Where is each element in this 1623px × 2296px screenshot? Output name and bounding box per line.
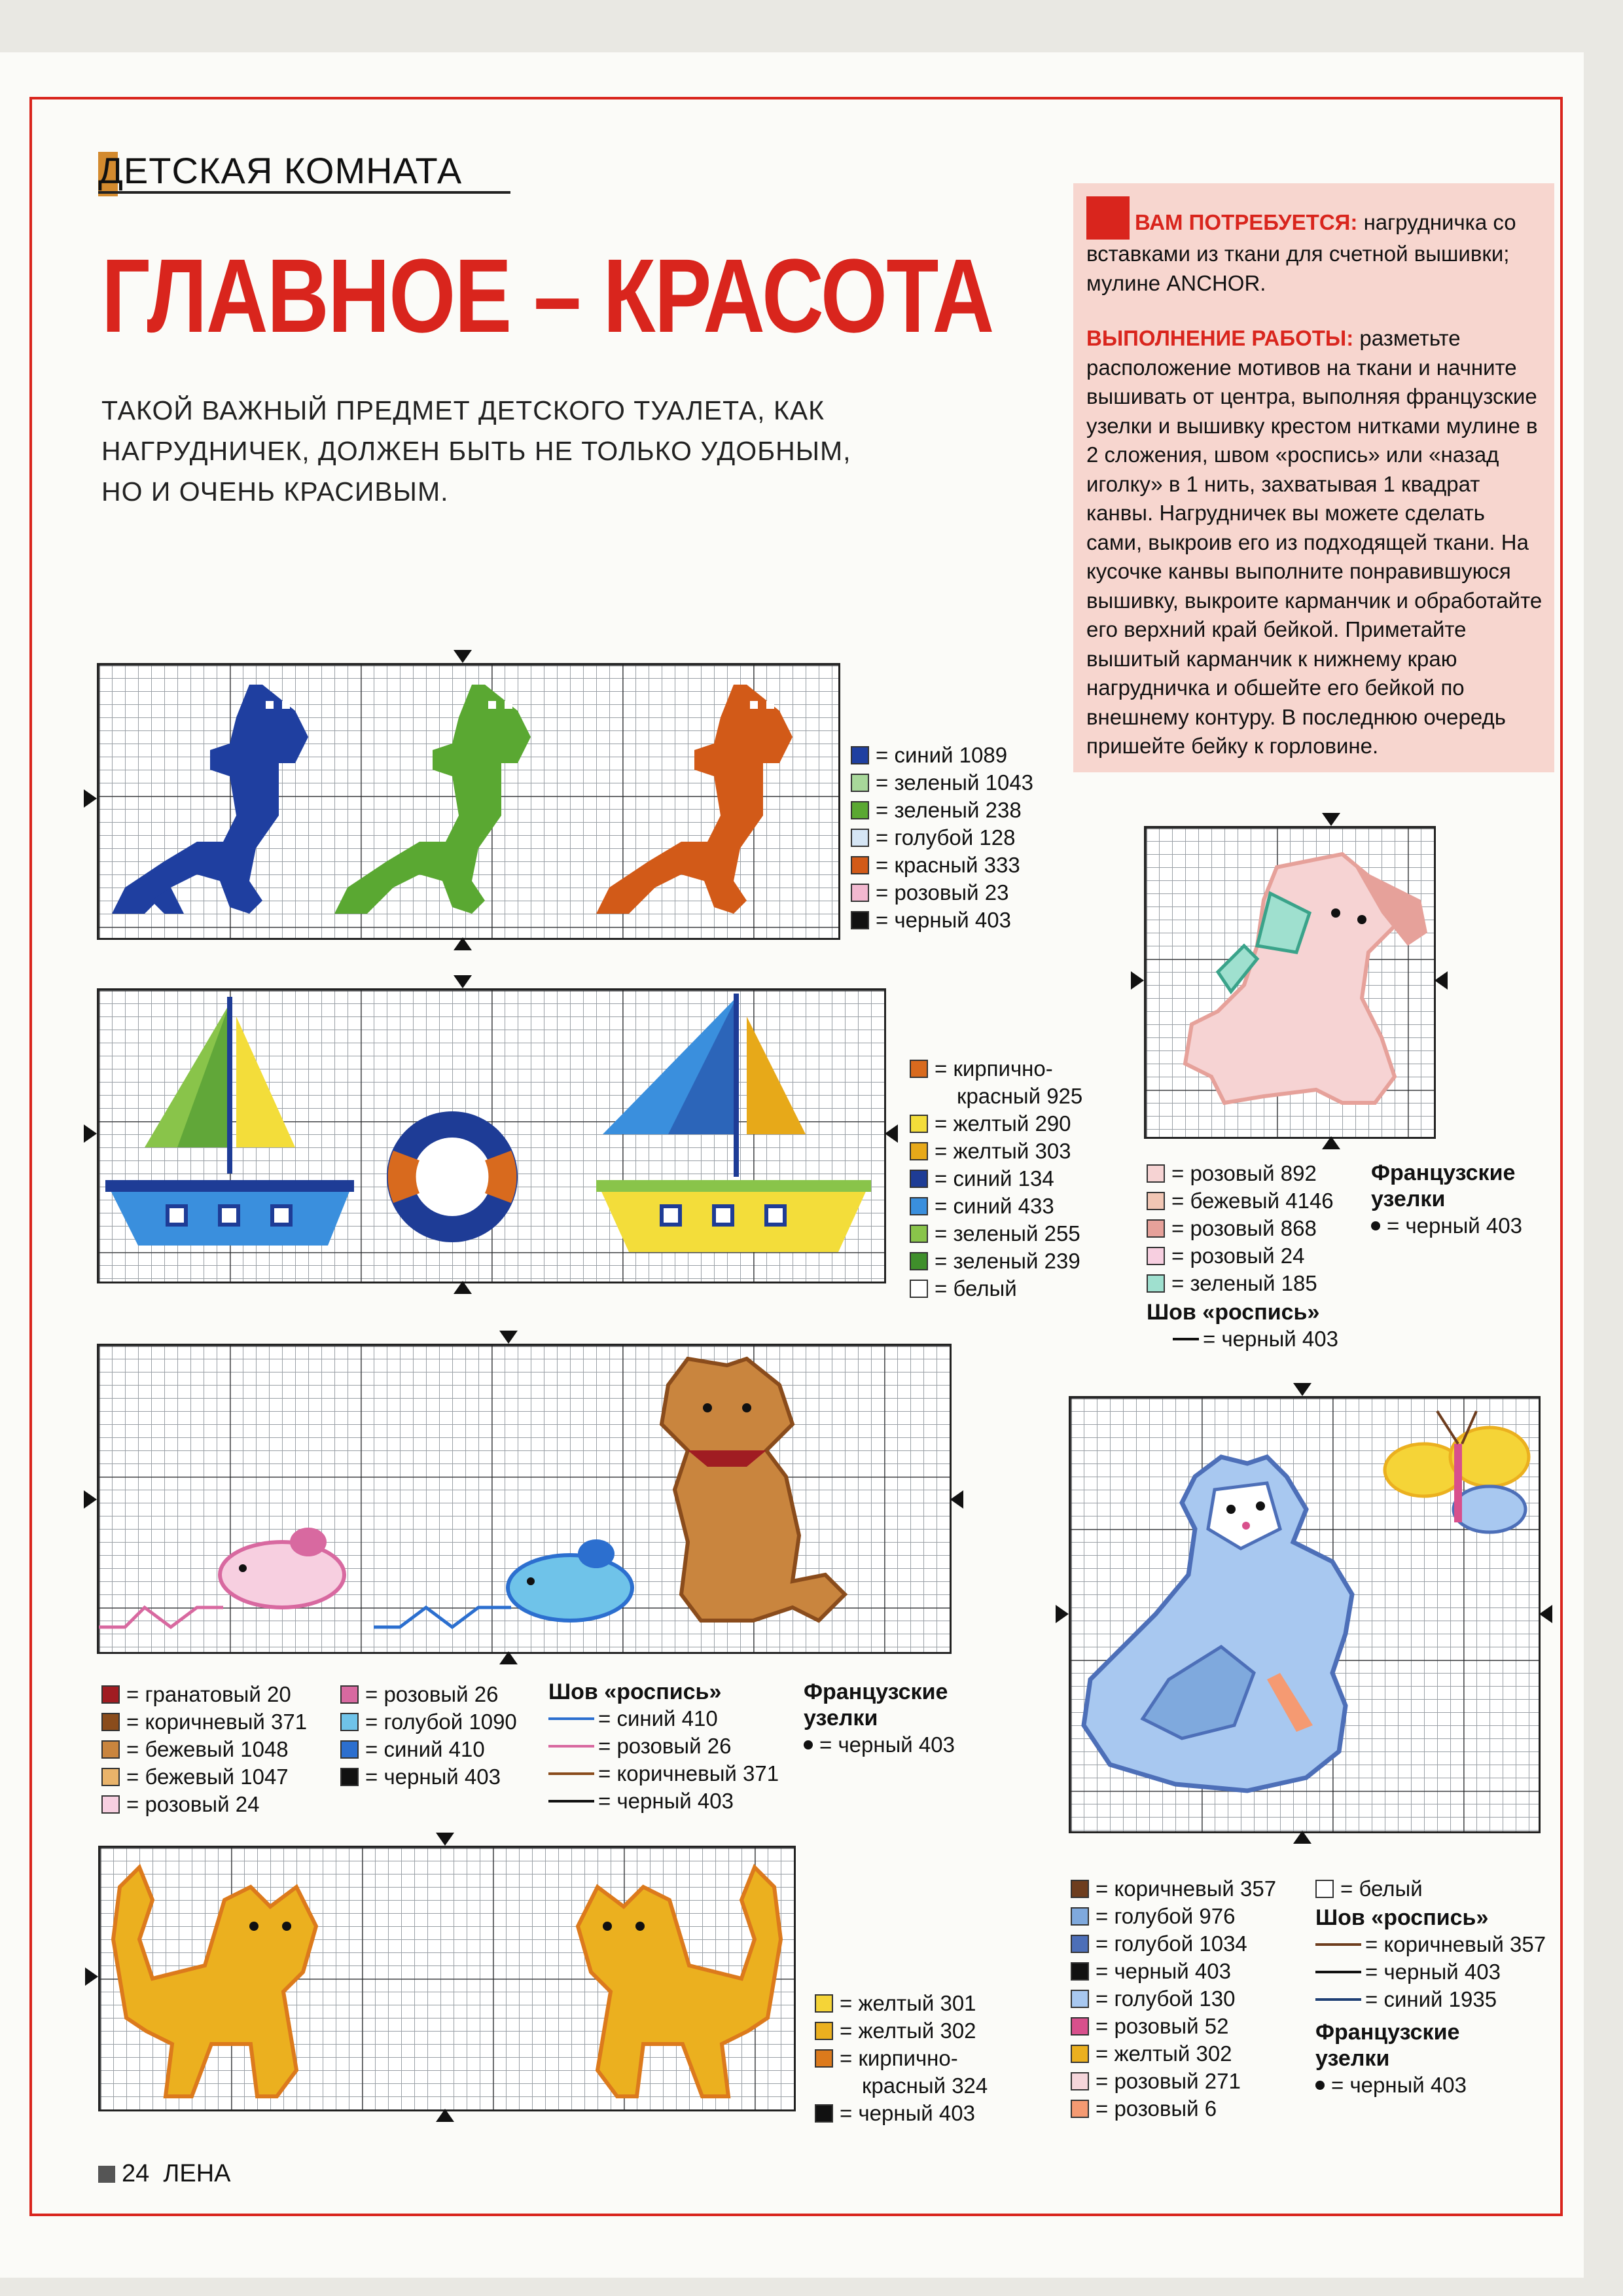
- color-swatch: [1147, 1164, 1165, 1183]
- legend-label: = бежевый 1047: [126, 1765, 289, 1789]
- legend-item: [1071, 2013, 1276, 2040]
- color-swatch: [910, 1060, 928, 1078]
- color-swatch: [1071, 1935, 1089, 1953]
- color-swatch: [340, 1713, 359, 1731]
- legend-item: [910, 1138, 1082, 1165]
- color-swatch: [910, 1142, 928, 1160]
- chart-cat-mice: [97, 1344, 952, 1654]
- requirements-text: ВАМ ПОТРЕБУЕТСЯ: нагрудничка со вставками из ткани для счетной вышивки; мулине ANCHOR. ВЫПОЛНЕНИЕ РАБОТЫ: разметьте расположение мотивов на ткани и начните вышивать от центра, выполняя французские узелки и вышивку крестом нитками мулине в 2 сложения, швом «роспись» или «назад иголку» в 1 нить, захватывая 1 квадрат канвы. Нагрудничек вы можете сделать сами, выкроив его из подходящей ткани. На кусочке канвы выполните понравившуюся вышивку, выкроите карманчик и обработайте его верхний край бейкой. Приметайте вышитый карманчик к нижнему краю нагрудничка и обшейте его бейкой по внешнему контуру. В последнюю очередь пришейте бейку к горловине.: [1086, 208, 1544, 761]
- legend-label: = черный 403: [598, 1789, 734, 1813]
- center-marker: [84, 1490, 97, 1509]
- chart-bunny: [1144, 826, 1436, 1139]
- legend-label: = коричневый 357: [1365, 1932, 1546, 1956]
- stitch-line-swatch: [548, 1800, 594, 1803]
- center-marker: [84, 789, 97, 808]
- mouse-blue: [508, 1539, 632, 1621]
- legend-item: [548, 1732, 779, 1760]
- color-swatch: [1071, 1962, 1089, 1981]
- mouse-pink: [220, 1528, 344, 1607]
- legend-item: [851, 824, 1033, 852]
- legend-label: = бежевый 4146: [1171, 1189, 1334, 1213]
- legend-label: = розовый 24: [1171, 1244, 1305, 1268]
- center-marker: [85, 1967, 98, 1986]
- legend-label: = синий 1935: [1365, 1987, 1497, 2011]
- legend-label: = розовый 23: [876, 880, 1009, 905]
- center-marker: [454, 937, 472, 950]
- legend-label: = синий 1089: [876, 743, 1008, 767]
- legend-label: = зеленый 255: [935, 1221, 1080, 1246]
- stitch-title: Шов «роспись»: [548, 1679, 722, 1704]
- legend-item: [1315, 1931, 1546, 1958]
- legend-item: [548, 1760, 779, 1787]
- color-swatch: [910, 1170, 928, 1188]
- legend-item: [815, 2017, 988, 2045]
- center-marker: [950, 1490, 963, 1509]
- legend-item: [340, 1708, 517, 1736]
- legend-label: = черный 403: [1365, 1960, 1501, 1984]
- stitch-line-swatch: [548, 1772, 594, 1775]
- color-swatch: [910, 1252, 928, 1270]
- color-swatch: [851, 884, 869, 902]
- legend-label: = черный 403: [876, 908, 1011, 932]
- center-marker: [1435, 971, 1448, 990]
- legend-item: [1315, 1986, 1546, 2013]
- color-swatch: [101, 1713, 120, 1731]
- color-swatch: [910, 1197, 928, 1215]
- bear: [1084, 1457, 1352, 1791]
- legend-item: [910, 1220, 1082, 1247]
- center-marker: [1056, 1605, 1069, 1623]
- center-marker: [1322, 1136, 1340, 1149]
- center-marker: [454, 975, 472, 988]
- dragon-green: [334, 685, 531, 914]
- legend-label: = синий 134: [935, 1166, 1054, 1191]
- color-swatch: [851, 856, 869, 874]
- legend-item: [815, 1990, 988, 2017]
- legend-label: = желтый 302: [1096, 2041, 1232, 2066]
- color-swatch: [851, 829, 869, 847]
- stitch-line-pink: [99, 1607, 223, 1627]
- dragon-orange: [596, 685, 793, 914]
- legend-item: [340, 1763, 517, 1791]
- swatch: [1315, 1880, 1334, 1898]
- legend-label: = красный 333: [876, 853, 1020, 877]
- knot-dot: [1371, 1221, 1380, 1230]
- legend-bear-knots: Французские узелки = черный 403: [1315, 2020, 1467, 2097]
- legend-label: = синий 410: [365, 1737, 485, 1761]
- legend-bear-white: = белый: [1315, 1875, 1423, 1903]
- legend-label: = кирпично-: [935, 1056, 1053, 1081]
- legend-label: = розовый 24: [126, 1792, 260, 1816]
- legend-item: [910, 1193, 1082, 1220]
- magazine-name: ЛЕНА: [163, 2160, 231, 2187]
- intro-text: ТАКОЙ ВАЖНЫЙ ПРЕДМЕТ ДЕТСКОГО ТУАЛЕТА, КАК НАГРУДНИЧЕК, ДОЛЖЕН БЫТЬ НЕ ТОЛЬКО УДОБНЫМ, НО И ОЧЕНЬ КРАСИВЫМ.: [101, 395, 851, 507]
- legend-kittens: [815, 1990, 988, 2127]
- legend-boats: [910, 1055, 1082, 1302]
- color-swatch: [851, 746, 869, 764]
- boats-pattern: [99, 990, 884, 1282]
- chart-dragons: [97, 663, 840, 940]
- legend-label: = кирпично-: [840, 2046, 958, 2070]
- center-marker: [1539, 1605, 1552, 1623]
- color-swatch: [340, 1685, 359, 1704]
- legend-item: [910, 1055, 1082, 1110]
- legend-label: = розовый 26: [365, 1682, 499, 1706]
- legend-item: [101, 1708, 307, 1736]
- legend-item: [1315, 1958, 1546, 1986]
- legend-item: [851, 879, 1033, 906]
- footer-mark: [98, 2166, 115, 2183]
- knot-dot: [1315, 2081, 1325, 2090]
- center-marker: [436, 1833, 454, 1846]
- legend-cat-colors-1: [101, 1681, 307, 1818]
- legend-label: = розовый 26: [598, 1734, 732, 1758]
- color-swatch: [910, 1280, 928, 1298]
- center-marker: [84, 1124, 97, 1143]
- stitch-line: [1173, 1338, 1199, 1340]
- bear-pattern: [1071, 1398, 1539, 1831]
- legend-item: [910, 1275, 1082, 1302]
- stitch-line-blue: [374, 1607, 511, 1627]
- legend-bunny: [1147, 1160, 1334, 1297]
- color-swatch: [851, 801, 869, 819]
- legend-bear-stitch: Шов «роспись» = коричневый 357 = черный 403 = синий 1935: [1315, 1905, 1546, 2013]
- legend-item: [1147, 1242, 1334, 1270]
- color-swatch: [340, 1740, 359, 1759]
- chart-bear: [1069, 1396, 1541, 1833]
- color-swatch: [101, 1685, 120, 1704]
- legend-item: [101, 1736, 307, 1763]
- stitch-line-swatch: [1315, 1943, 1361, 1946]
- cat-brown: [662, 1359, 845, 1621]
- legend-item: [1071, 1875, 1276, 1903]
- center-marker: [885, 1124, 898, 1143]
- legend-bunny-stitch: Шов «роспись» = черный 403: [1147, 1300, 1338, 1351]
- legend-label: = розовый 271: [1096, 2069, 1241, 2093]
- legend-item: [1071, 1958, 1276, 1985]
- legend-label: = зеленый 1043: [876, 770, 1034, 795]
- legend-label: = коричневый 371: [598, 1761, 779, 1785]
- legend-item: [101, 1681, 307, 1708]
- legend-label-cont: красный 925: [957, 1084, 1083, 1108]
- legend-label: = голубой 976: [1096, 1904, 1236, 1928]
- stitch-line-swatch: [1315, 1998, 1361, 2001]
- legend-item: [1147, 1160, 1334, 1187]
- dragon-blue: [112, 685, 308, 914]
- legend-label-cont: красный 324: [862, 2073, 988, 2098]
- color-swatch: [851, 911, 869, 929]
- center-marker: [454, 1281, 472, 1294]
- legend-label: = желтый 301: [840, 1991, 976, 2015]
- page-title: ГЛАВНОЕ – КРАСОТА: [101, 237, 993, 354]
- legend-label: = голубой 128: [876, 825, 1016, 850]
- legend-item: [548, 1705, 779, 1732]
- legend-item: [910, 1110, 1082, 1138]
- center-marker: [1293, 1831, 1311, 1844]
- legend-label: = синий 410: [598, 1706, 718, 1731]
- legend-label: = гранатовый 20: [126, 1682, 291, 1706]
- legend-item: [851, 742, 1033, 769]
- legend-item: [910, 1165, 1082, 1193]
- legend-item: [1071, 1903, 1276, 1930]
- color-swatch: [1071, 1880, 1089, 1898]
- stitch-line-swatch: [548, 1745, 594, 1748]
- color-swatch: [1071, 2017, 1089, 2036]
- legend-item: [851, 797, 1033, 824]
- color-swatch: [1071, 2100, 1089, 2118]
- center-marker: [1322, 813, 1340, 826]
- legend-cat-knots: Французские узелки = черный 403: [804, 1679, 955, 1757]
- center-marker: [499, 1331, 518, 1344]
- legend-item: [910, 1247, 1082, 1275]
- color-swatch: [1071, 1907, 1089, 1926]
- legend-dragons: [851, 742, 1033, 934]
- color-swatch: [101, 1768, 120, 1786]
- legend-item: [1071, 2068, 1276, 2095]
- rubric: ДЕТСКАЯ КОМНАТА: [98, 150, 463, 191]
- color-swatch: [910, 1115, 928, 1133]
- center-marker: [1131, 971, 1144, 990]
- legend-label: = розовый 892: [1171, 1161, 1317, 1185]
- legend-label: = розовый 868: [1171, 1216, 1317, 1240]
- legend-bunny-knots: Французские узелки = черный 403: [1371, 1160, 1522, 1238]
- page-number: 24: [122, 2160, 150, 2187]
- legend-item: [1147, 1187, 1334, 1215]
- color-swatch: [851, 774, 869, 792]
- legend-item: [1071, 2095, 1276, 2123]
- legend-item: [1071, 1930, 1276, 1958]
- requirements-mark: [1086, 196, 1130, 240]
- legend-item: [851, 906, 1033, 934]
- legend-item: [340, 1681, 517, 1708]
- legend-label: = голубой 130: [1096, 1986, 1236, 2011]
- legend-label: = желтый 303: [935, 1139, 1071, 1163]
- color-swatch: [910, 1225, 928, 1243]
- legend-item: [1147, 1270, 1334, 1297]
- legend-label: = голубой 1090: [365, 1710, 517, 1734]
- color-swatch: [815, 2022, 833, 2040]
- legend-label: = зеленый 239: [935, 1249, 1080, 1273]
- legend-label: = бежевый 1048: [126, 1737, 289, 1761]
- legend-item: [851, 769, 1033, 797]
- legend-item: [815, 2100, 988, 2127]
- color-swatch: [1071, 2072, 1089, 2090]
- bunny-pattern: [1146, 828, 1434, 1137]
- color-swatch: [1147, 1274, 1165, 1293]
- butterfly: [1385, 1411, 1529, 1532]
- color-swatch: [101, 1740, 120, 1759]
- boat-right: [596, 994, 871, 1252]
- knot-dot: [804, 1740, 813, 1749]
- stitch-line-swatch: [548, 1717, 594, 1720]
- chart-boats: [97, 988, 886, 1283]
- legend-cat-stitch: [548, 1679, 779, 1815]
- boat-left: [105, 997, 354, 1246]
- dragons-pattern: [99, 665, 838, 938]
- legend-label: = коричневый 371: [126, 1710, 308, 1734]
- color-swatch: [815, 1994, 833, 2013]
- color-swatch: [1071, 2045, 1089, 2063]
- stitch-line-swatch: [1315, 1971, 1361, 1973]
- color-swatch: [815, 2049, 833, 2068]
- legend-label: = белый: [935, 1276, 1017, 1300]
- kitten-left: [113, 1867, 316, 2096]
- center-marker: [436, 2109, 454, 2122]
- legend-item: [548, 1787, 779, 1815]
- kittens-pattern: [100, 1848, 794, 2109]
- page-footer: [98, 2160, 230, 2188]
- legend-label: = коричневый 357: [1096, 1876, 1277, 1901]
- legend-item: [815, 2045, 988, 2100]
- legend-label: = черный 403: [840, 2101, 975, 2125]
- legend-item: [1071, 2040, 1276, 2068]
- color-swatch: [1147, 1192, 1165, 1210]
- color-swatch: [815, 2104, 833, 2123]
- legend-item: [101, 1763, 307, 1791]
- knots-title: Французские узелки: [804, 1679, 948, 1731]
- legend-bear-colors: [1071, 1875, 1276, 2123]
- legend-item: [101, 1791, 307, 1818]
- legend-label: = розовый 6: [1096, 2096, 1217, 2121]
- legend-label: = голубой 1034: [1096, 1931, 1247, 1956]
- color-swatch: [1071, 1990, 1089, 2008]
- center-marker: [499, 1651, 518, 1664]
- lifebuoy: [387, 1111, 518, 1242]
- legend-label: = синий 433: [935, 1194, 1054, 1218]
- rubric-underline: [98, 191, 510, 194]
- color-swatch: [101, 1795, 120, 1814]
- cat-mice-pattern: [99, 1346, 950, 1652]
- legend-item: [340, 1736, 517, 1763]
- legend-item: [1071, 1985, 1276, 2013]
- legend-label: = желтый 290: [935, 1111, 1071, 1136]
- legend-label: = зеленый 185: [1171, 1271, 1317, 1295]
- legend-label: = черный 403: [1096, 1959, 1231, 1983]
- color-swatch: [1147, 1219, 1165, 1238]
- legend-item: [851, 852, 1033, 879]
- kitten-right: [578, 1867, 781, 2096]
- legend-label: = черный 403: [365, 1765, 501, 1789]
- color-swatch: [1147, 1247, 1165, 1265]
- color-swatch: [340, 1768, 359, 1786]
- legend-label: = розовый 52: [1096, 2014, 1229, 2038]
- center-marker: [1293, 1383, 1311, 1396]
- legend-item: [1147, 1215, 1334, 1242]
- legend-label: = зеленый 238: [876, 798, 1022, 822]
- chart-kittens: [98, 1846, 796, 2111]
- legend-cat-colors-2: [340, 1681, 517, 1791]
- center-marker: [454, 650, 472, 663]
- legend-label: = желтый 302: [840, 2018, 976, 2043]
